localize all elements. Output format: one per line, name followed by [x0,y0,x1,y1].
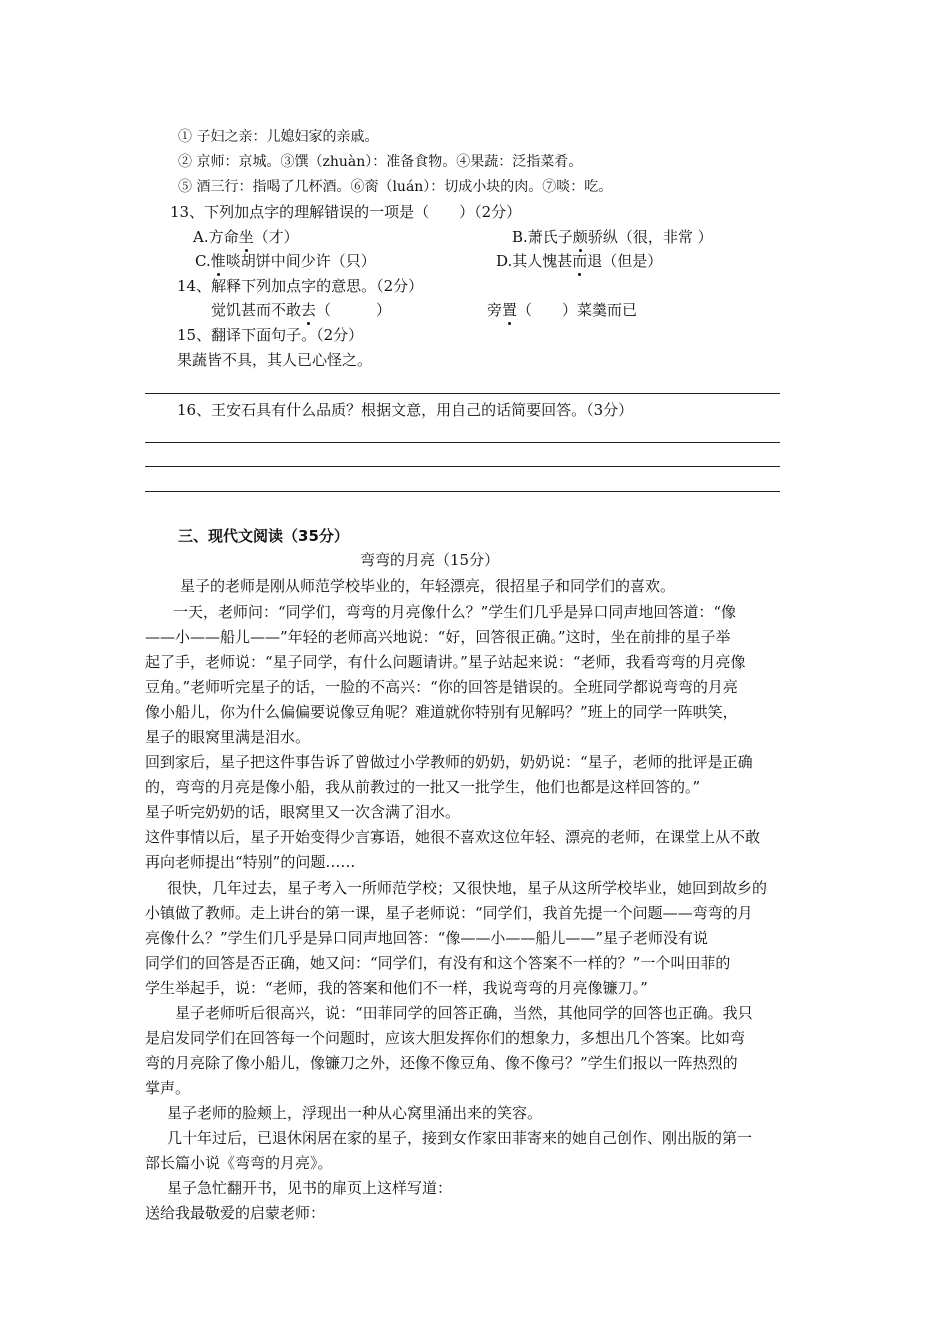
question-14-stem: 14、解释下列加点字的意思。（2分） [177,277,424,295]
story-line: 星子老师听后很高兴，说：“田菲同学的回答正确，当然，其他同学的回答也正确。我只 [175,1004,753,1022]
story-line: 小镇做了教师。走上讲台的第一课，星子老师说：“同学们，我首先提一个问题——弯弯的月 [145,904,753,922]
emphasis-dot-char: 而 [572,252,588,270]
story-line: 很快，几年过去，星子考入一所师范学校；又很快地，星子从这所学校毕业，她回到故乡的 [167,879,768,897]
emphasis-dot-char: 置 [502,301,518,319]
note-1: ① 子妇之亲：儿媳妇家的亲戚。 [178,129,379,145]
story-line: 学生举起手，说：“老师，我的答案和他们不一样，我说弯弯的月亮像镰刀。” [145,979,648,997]
q13-option-d: D.其人愧甚而退（但是） [496,252,663,270]
note-3: ⑤ 酒三行：指喝了几杯酒。⑥脔（luán）：切成小块的肉。⑦啖：吃。 [178,179,613,195]
story-line: 这件事情以后，星子开始变得少言寡语，她很不喜欢这位年轻、漂亮的老师，在课堂上从不敢 [145,828,761,846]
answer-line[interactable] [145,491,780,492]
story-line: 一天，老师问：“同学们，弯弯的月亮像什么？”学生们几乎是异口同声地回答道：“像 [173,603,737,621]
story-line: 星子的眼窝里满是泪水。 [145,728,311,746]
story-line: ——小——船儿——”年轻的老师高兴地说：“好，回答很正确。”这时，坐在前排的星子举 [145,628,731,646]
emphasis-dot-char: 颇 [572,228,588,246]
answer-line[interactable] [145,393,780,394]
story-line: 是启发同学们在回答每一个问题时，应该大胆发挥你们的想象力，多想出几个答案。比如弯 [145,1029,746,1047]
story-line: 亮像什么？”学生们几乎是异口同声地回答：“像——小——船儿——”星子老师没有说 [145,929,709,947]
story-line: 星子的老师是刚从师范学校毕业的，年轻漂亮，很招星子和同学们的喜欢。 [165,577,676,595]
story-line: 起了手，老师说：“星子同学，有什么问题请讲。”星子站起来说：“老师，我看弯弯的月亮像 [145,653,746,671]
emphasis-dot-char: 去 [301,301,317,319]
answer-line[interactable] [145,466,780,467]
story-line: 回到家后，星子把这件事告诉了曾做过小学教师的奶奶，奶奶说：“星子，老师的批评是正确 [145,753,753,771]
story-line: 再向老师提出“特别”的问题…… [145,853,356,871]
story-line: 弯的月亮除了像小船儿，像镰刀之外，还像不像豆角、像不像弓？”学生们报以一阵热烈的 [145,1054,738,1072]
note-2: ② 京师：京城。③馔（zhuàn）：准备食物。④果蔬：泛指菜肴。 [178,154,583,170]
q13-option-b: B.萧氏子颇骄纵（很，非常 ） [512,228,713,246]
q13-option-a: A.方命坐（才） [193,228,299,246]
question-15-stem: 15、翻译下面句子。（2分） [177,326,364,344]
q14-item-b: 旁置（ ）菜羹而已 [487,301,638,319]
story-line: 的，弯弯的月亮是像小船，我从前教过的一批又一批学生，他们也都是这样回答的。” [145,778,701,796]
story-line: 像小船儿，你为什么偏偏要说像豆角呢？难道就你特别有见解吗？”班上的同学一阵哄笑， [145,703,738,721]
story-line: 同学们的回答是否正确，她又问：“同学们，有没有和这个答案不一样的？”一个叫田菲的 [145,954,731,972]
q15-sentence: 果蔬皆不具，其人已心怪之。 [177,351,373,369]
story-line: 部长篇小说《弯弯的月亮》。 [145,1154,333,1172]
story-line: 掌声。 [145,1079,191,1097]
story-line: 星子急忙翻开书，见书的扉页上这样写道： [167,1179,453,1197]
story-title: 弯弯的月亮（15分） [360,551,500,569]
story-line: 豆角。”老师听完星子的话，一脸的不高兴：“你的回答是错误的。全班同学都说弯弯的月亮 [145,678,738,696]
story-line: 星子老师的脸颊上，浮现出一种从心窝里涌出来的笑容。 [167,1104,543,1122]
q13-option-c: C.惟啖胡饼中间少许（只） [195,252,376,270]
section-heading: 三、现代文阅读（35分） [178,527,349,545]
q14-item-a: 觉饥甚而不敢去（ ） [211,301,392,319]
story-line: 星子听完奶奶的话，眼窝里又一次含满了泪水。 [145,803,461,821]
question-13-stem: 13、下列加点字的理解错误的一项是（ ）（2分） [170,203,522,221]
answer-line[interactable] [145,442,780,443]
emphasis-dot-char: 惟 [210,252,226,270]
emphasis-dot-char: 坐 [238,228,254,246]
story-line: 送给我最敬爱的启蒙老师： [145,1204,326,1222]
question-16-stem: 16、王安石具有什么品质？根据文意，用自己的话简要回答。（3分） [177,401,634,419]
story-line: 几十年过后，已退休闲居在家的星子，接到女作家田菲寄来的她自己创作、刚出版的第一 [167,1129,753,1147]
